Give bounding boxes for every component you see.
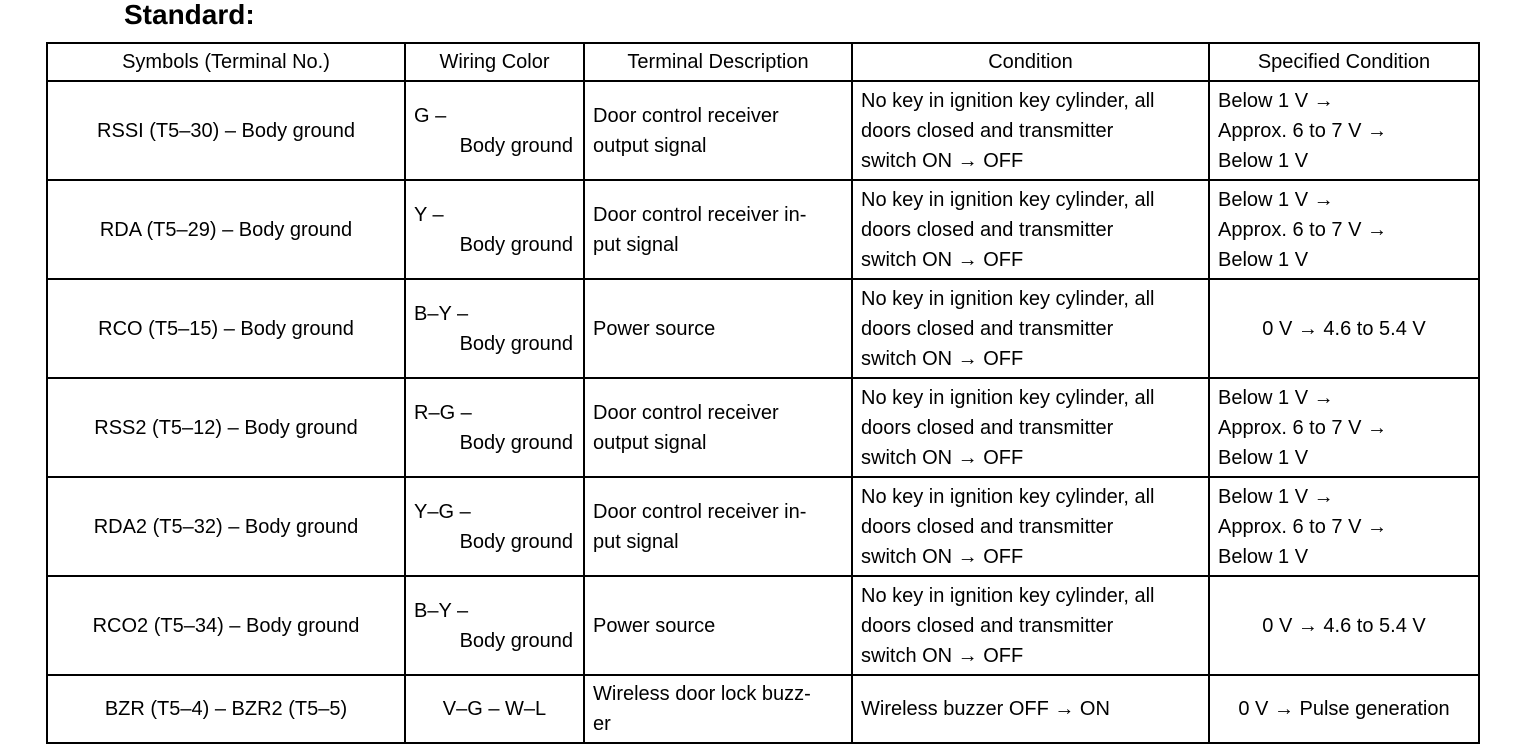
standard-table bbox=[46, 42, 1480, 744]
wiring-color-cell: V–G – W–L bbox=[405, 675, 584, 743]
wiring-color-bottom: Body ground bbox=[459, 530, 573, 553]
wiring-color-top: R–G – bbox=[414, 401, 472, 424]
table-row bbox=[47, 477, 1479, 576]
table-row bbox=[47, 81, 1479, 180]
description-cell: Door control receiver in- put signal bbox=[584, 180, 852, 279]
description-cell: Wireless door lock buzz- er bbox=[584, 675, 852, 743]
wiring-color-cell bbox=[405, 477, 584, 576]
column-header-condition: Condition bbox=[852, 43, 1209, 81]
description-cell: Power source bbox=[584, 279, 852, 378]
symbol-cell: RSSI (T5–30) – Body ground bbox=[47, 81, 405, 180]
wiring-color-cell bbox=[405, 81, 584, 180]
table-row bbox=[47, 675, 1479, 743]
wiring-color-top: G – bbox=[414, 104, 447, 127]
column-header-terminal-description: Terminal Description bbox=[584, 43, 852, 81]
table-row bbox=[47, 180, 1479, 279]
wiring-color-top: Y – bbox=[414, 203, 444, 226]
column-header-specified-condition: Specified Condition bbox=[1209, 43, 1479, 81]
condition-cell: No key in ignition key cylinder, all doors closed and transmitter switch ON → OFF bbox=[852, 576, 1209, 675]
description-cell: Door control receiver in- put signal bbox=[584, 477, 852, 576]
table-header-row bbox=[47, 43, 1479, 81]
specified-condition-cell: Below 1 V → Approx. 6 to 7 V → Below 1 V bbox=[1209, 180, 1479, 279]
wiring-color-bottom: Body ground bbox=[459, 629, 573, 652]
specified-condition-cell: Below 1 V → Approx. 6 to 7 V → Below 1 V bbox=[1209, 81, 1479, 180]
table-row bbox=[47, 279, 1479, 378]
specified-condition-cell: 0 V → 4.6 to 5.4 V bbox=[1209, 576, 1479, 675]
wiring-color-top: B–Y – bbox=[414, 599, 469, 622]
specified-condition-cell: Below 1 V → Approx. 6 to 7 V → Below 1 V bbox=[1209, 378, 1479, 477]
wiring-color-bottom: Body ground bbox=[459, 233, 573, 256]
symbol-cell: BZR (T5–4) – BZR2 (T5–5) bbox=[47, 675, 405, 743]
column-header-symbols: Symbols (Terminal No.) bbox=[47, 43, 405, 81]
table-row bbox=[47, 576, 1479, 675]
condition-cell: No key in ignition key cylinder, all doors closed and transmitter switch ON → OFF bbox=[852, 81, 1209, 180]
description-cell: Door control receiver output signal bbox=[584, 378, 852, 477]
wiring-color-cell bbox=[405, 279, 584, 378]
description-cell: Power source bbox=[584, 576, 852, 675]
column-header-wiring-color: Wiring Color bbox=[405, 43, 584, 81]
specified-condition-cell: 0 V → Pulse generation bbox=[1209, 675, 1479, 743]
table-row bbox=[47, 378, 1479, 477]
condition-cell: No key in ignition key cylinder, all doors closed and transmitter switch ON → OFF bbox=[852, 477, 1209, 576]
condition-cell: No key in ignition key cylinder, all doors closed and transmitter switch ON → OFF bbox=[852, 279, 1209, 378]
condition-cell: Wireless buzzer OFF → ON bbox=[852, 675, 1209, 743]
wiring-color-top: B–Y – bbox=[414, 302, 469, 325]
condition-cell: No key in ignition key cylinder, all doors closed and transmitter switch ON → OFF bbox=[852, 180, 1209, 279]
wiring-color-bottom: Body ground bbox=[459, 134, 573, 157]
wiring-color-top: Y–G – bbox=[414, 500, 471, 523]
description-cell: Door control receiver output signal bbox=[584, 81, 852, 180]
wiring-color-bottom: Body ground bbox=[459, 332, 573, 355]
symbol-cell: RSS2 (T5–12) – Body ground bbox=[47, 378, 405, 477]
specified-condition-cell: 0 V → 4.6 to 5.4 V bbox=[1209, 279, 1479, 378]
condition-cell: No key in ignition key cylinder, all doors closed and transmitter switch ON → OFF bbox=[852, 378, 1209, 477]
symbol-cell: RCO (T5–15) – Body ground bbox=[47, 279, 405, 378]
wiring-color-cell bbox=[405, 378, 584, 477]
wiring-color-cell bbox=[405, 576, 584, 675]
page-heading: Standard: bbox=[124, 0, 255, 30]
wiring-color-cell bbox=[405, 180, 584, 279]
specified-condition-cell: Below 1 V → Approx. 6 to 7 V → Below 1 V bbox=[1209, 477, 1479, 576]
symbol-cell: RDA2 (T5–32) – Body ground bbox=[47, 477, 405, 576]
symbol-cell: RCO2 (T5–34) – Body ground bbox=[47, 576, 405, 675]
wiring-color-bottom: Body ground bbox=[459, 431, 573, 454]
symbol-cell: RDA (T5–29) – Body ground bbox=[47, 180, 405, 279]
